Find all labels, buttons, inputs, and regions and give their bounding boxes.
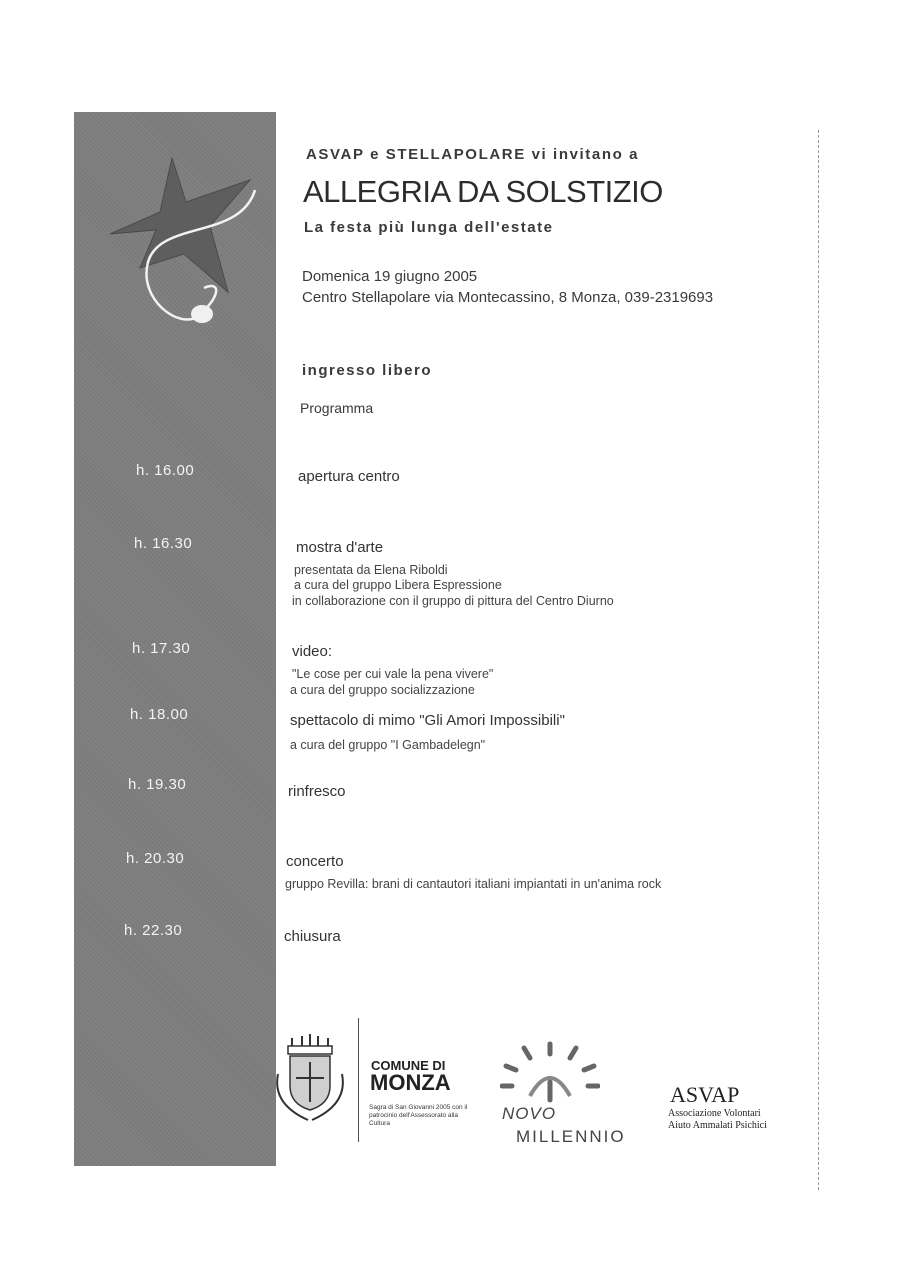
program-heading: Programma <box>300 400 374 416</box>
page-edge-line <box>818 130 819 1190</box>
event-place: Centro Stellapolare via Montecassino, 8 Monza, 039-2319693 <box>302 289 714 306</box>
logo-divider <box>358 1018 359 1142</box>
monza-name: MONZA <box>370 1070 451 1095</box>
asvap-name: ASVAP <box>670 1082 740 1107</box>
schedule-title: spettacolo di mimo "Gli Amori Impossibili" <box>290 712 565 729</box>
schedule-title: apertura centro <box>298 468 400 485</box>
schedule-detail: a cura del gruppo socializzazione <box>290 683 475 697</box>
invite-line: ASVAP e STELLAPOLARE vi invitano a <box>306 146 640 163</box>
free-entry: ingresso libero <box>302 362 433 379</box>
event-subtitle: La festa più lunga dell'estate <box>304 219 554 236</box>
schedule-title: rinfresco <box>288 783 346 800</box>
novo-line1: NOVO <box>502 1104 557 1123</box>
schedule-time: h. 17.30 <box>132 640 191 657</box>
asvap-sub-line: Associazione Volontari <box>668 1108 761 1119</box>
schedule-detail: in collaborazione con il gruppo di pittura del Centro Diurno <box>292 594 614 608</box>
sun-rays-icon <box>500 1040 600 1104</box>
schedule-detail: "Le cose per cui vale la pena vivere" <box>292 667 494 681</box>
schedule-detail: gruppo Revilla: brani di cantautori italiani impiantati in un'anima rock <box>285 877 662 891</box>
event-date: Domenica 19 giugno 2005 <box>302 268 478 285</box>
event-title: ALLEGRIA DA SOLSTIZIO <box>303 174 663 209</box>
schedule-detail: a cura del gruppo "I Gambadelegn" <box>290 738 486 752</box>
schedule-time: h. 18.00 <box>130 706 189 723</box>
schedule-title: chiusura <box>284 928 341 945</box>
schedule-time: h. 20.30 <box>126 850 185 867</box>
asvap-sub <box>668 1108 767 1132</box>
asvap-sub-line: Aiuto Ammalati Psichici <box>668 1120 767 1131</box>
schedule-time: h. 19.30 <box>128 776 187 793</box>
monza-label: COMUNE DI <box>371 1058 446 1073</box>
schedule-time: h. 16.30 <box>134 535 193 552</box>
novo-line2: MILLENNIO <box>516 1127 626 1146</box>
schedule-time: h. 16.00 <box>136 462 195 479</box>
monza-sub: Sagra di San Giovanni 2005 con il patrocinio dell'Assessorato alla Cultura <box>369 1104 468 1127</box>
star-swirl-icon <box>100 150 270 350</box>
schedule-title: concerto <box>286 853 344 870</box>
schedule-title: mostra d'arte <box>296 539 384 556</box>
schedule-title: video: <box>292 643 333 660</box>
schedule-detail: presentata da Elena Riboldi <box>294 563 448 577</box>
monza-coat-of-arms-icon <box>272 1034 348 1124</box>
schedule-time: h. 22.30 <box>124 922 183 939</box>
schedule-detail: a cura del gruppo Libera Espressione <box>294 578 502 592</box>
